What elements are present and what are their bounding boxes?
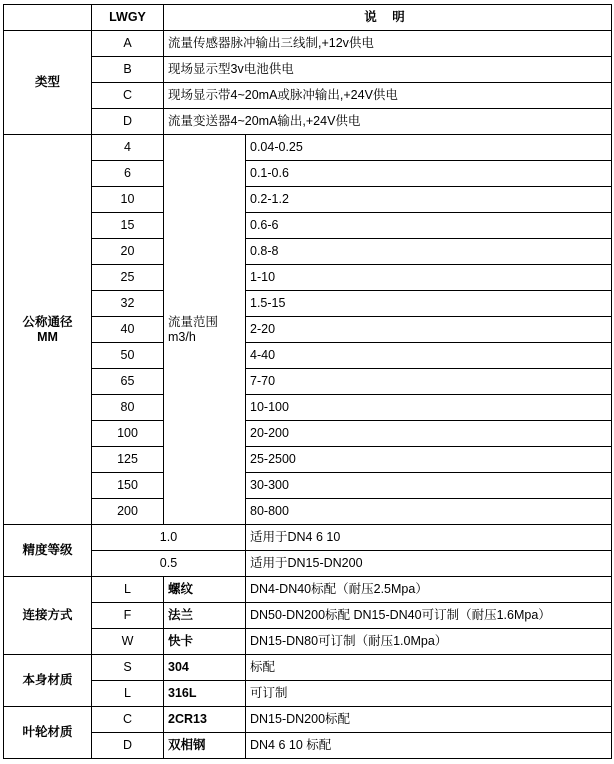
flow-range-value: 30-300 — [246, 473, 612, 499]
connection-name: 快卡 — [164, 629, 246, 655]
body-material-code: L — [92, 681, 164, 707]
section-label-nominal-diameter — [4, 135, 92, 525]
section-label-type: 类型 — [4, 31, 92, 135]
section-label-accuracy: 精度等级 — [4, 525, 92, 577]
accuracy-desc: 适用于DN15-DN200 — [246, 551, 612, 577]
connection-desc: DN15-DN80可订制（耐压1.0Mpa） — [246, 629, 612, 655]
flow-range-value: 0.04-0.25 — [246, 135, 612, 161]
diameter-code: 25 — [92, 265, 164, 291]
table-row — [4, 187, 612, 213]
type-code: A — [92, 31, 164, 57]
diameter-code: 100 — [92, 421, 164, 447]
connection-name: 法兰 — [164, 603, 246, 629]
diameter-code: 6 — [92, 161, 164, 187]
accuracy-code: 1.0 — [92, 525, 246, 551]
diameter-code: 80 — [92, 395, 164, 421]
table-row — [4, 161, 612, 187]
table-row — [4, 395, 612, 421]
table-row — [4, 291, 612, 317]
flow-range-label-line2: m3/h — [168, 329, 196, 344]
table-row — [4, 213, 612, 239]
table-row — [4, 473, 612, 499]
diameter-code: 50 — [92, 343, 164, 369]
type-desc: 现场显示带4~20mA或脉冲输出,+24V供电 — [164, 83, 612, 109]
connection-desc: DN50-DN200标配 DN15-DN40可订制（耐压1.6Mpa） — [246, 603, 612, 629]
flow-range-label — [164, 135, 246, 525]
connection-desc: DN4-DN40标配（耐压2.5Mpa） — [246, 577, 612, 603]
header-description: 说 明 — [164, 5, 612, 31]
nominal-diameter-label-line1: 公称通径 — [22, 315, 73, 330]
diameter-code: 150 — [92, 473, 164, 499]
flow-range-value: 4-40 — [246, 343, 612, 369]
table-row — [4, 681, 612, 707]
header-model: LWGY — [92, 5, 164, 31]
table-row — [4, 239, 612, 265]
flow-range-value: 1.5-15 — [246, 291, 612, 317]
accuracy-desc: 适用于DN4 6 10 — [246, 525, 612, 551]
table-row — [4, 707, 612, 733]
diameter-code: 32 — [92, 291, 164, 317]
table-row — [4, 525, 612, 551]
connection-name: 螺纹 — [164, 577, 246, 603]
table-header-row — [4, 5, 612, 31]
flow-range-value: 0.1-0.6 — [246, 161, 612, 187]
table-row — [4, 343, 612, 369]
table-row — [4, 109, 612, 135]
header-blank — [4, 5, 92, 31]
connection-code: F — [92, 603, 164, 629]
type-code: B — [92, 57, 164, 83]
table-row — [4, 421, 612, 447]
table-row — [4, 629, 612, 655]
diameter-code: 200 — [92, 499, 164, 525]
nominal-diameter-label-line2: MM — [37, 329, 58, 344]
table-row — [4, 369, 612, 395]
diameter-code: 10 — [92, 187, 164, 213]
table-row — [4, 551, 612, 577]
table-row — [4, 577, 612, 603]
body-material-name: 316L — [164, 681, 246, 707]
table-row — [4, 447, 612, 473]
table-row — [4, 57, 612, 83]
type-desc: 流量变送器4~20mA输出,+24V供电 — [164, 109, 612, 135]
section-label-connection: 连接方式 — [4, 577, 92, 655]
table-row — [4, 31, 612, 57]
impeller-material-name: 双相钢 — [164, 733, 246, 759]
type-code: C — [92, 83, 164, 109]
impeller-material-code: C — [92, 707, 164, 733]
flow-range-value: 10-100 — [246, 395, 612, 421]
diameter-code: 15 — [92, 213, 164, 239]
body-material-code: S — [92, 655, 164, 681]
connection-code: L — [92, 577, 164, 603]
body-material-desc: 标配 — [246, 655, 612, 681]
body-material-desc: 可订制 — [246, 681, 612, 707]
flow-range-value: 25-2500 — [246, 447, 612, 473]
flow-range-value: 1-10 — [246, 265, 612, 291]
flow-range-value: 0.6-6 — [246, 213, 612, 239]
type-desc: 流量传感器脉冲输出三线制,+12v供电 — [164, 31, 612, 57]
diameter-code: 20 — [92, 239, 164, 265]
table-row — [4, 733, 612, 759]
table-row — [4, 655, 612, 681]
accuracy-code: 0.5 — [92, 551, 246, 577]
diameter-code: 65 — [92, 369, 164, 395]
table-row — [4, 83, 612, 109]
flow-range-value: 0.2-1.2 — [246, 187, 612, 213]
body-material-name: 304 — [164, 655, 246, 681]
flow-range-value: 2-20 — [246, 317, 612, 343]
impeller-material-name: 2CR13 — [164, 707, 246, 733]
diameter-code: 40 — [92, 317, 164, 343]
diameter-code: 125 — [92, 447, 164, 473]
impeller-material-code: D — [92, 733, 164, 759]
flow-range-value: 0.8-8 — [246, 239, 612, 265]
connection-code: W — [92, 629, 164, 655]
impeller-material-desc: DN4 6 10 标配 — [246, 733, 612, 759]
section-label-impeller-material: 叶轮材质 — [4, 707, 92, 759]
flow-range-value: 80-800 — [246, 499, 612, 525]
table-row — [4, 265, 612, 291]
flow-range-value: 20-200 — [246, 421, 612, 447]
specification-table — [3, 4, 612, 759]
flow-range-value: 7-70 — [246, 369, 612, 395]
impeller-material-desc: DN15-DN200标配 — [246, 707, 612, 733]
table-row — [4, 499, 612, 525]
table-row — [4, 135, 612, 161]
flow-range-label-line1: 流量范围 — [168, 315, 219, 330]
diameter-code: 4 — [92, 135, 164, 161]
table-row — [4, 603, 612, 629]
type-code: D — [92, 109, 164, 135]
type-desc: 现场显示型3v电池供电 — [164, 57, 612, 83]
table-row — [4, 317, 612, 343]
section-label-body-material: 本身材质 — [4, 655, 92, 707]
